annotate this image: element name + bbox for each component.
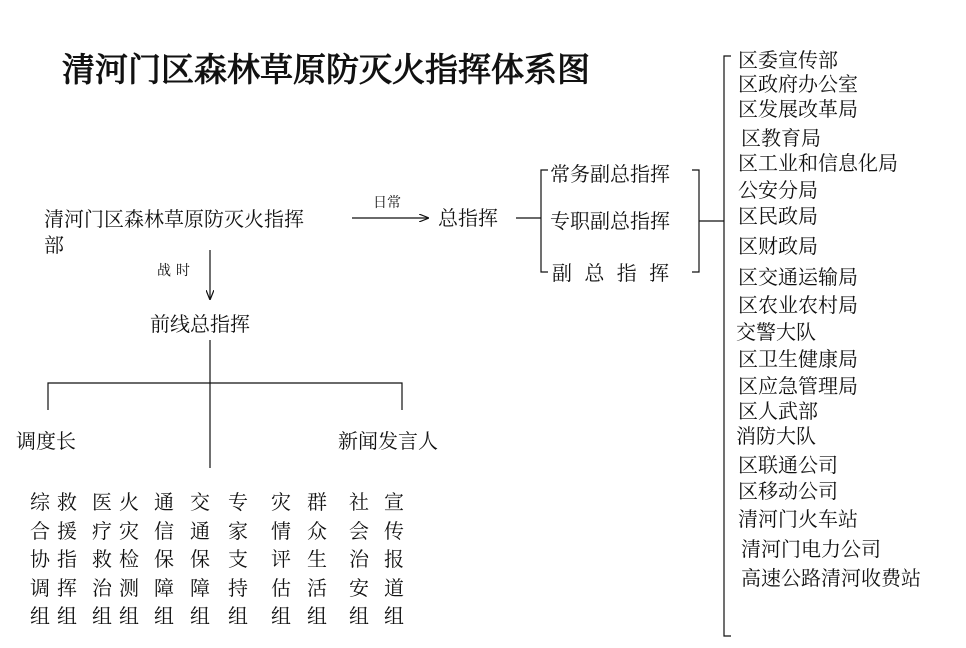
root-node-line2: 部 — [44, 233, 64, 257]
group-column: 火 灾 检 测 组 — [119, 490, 139, 628]
root-node-line1: 清河门区森林草原防灭火指挥 — [44, 207, 304, 231]
group-column: 综 合 协 调 组 — [30, 490, 50, 628]
group-column: 专 家 支 持 组 — [228, 490, 248, 628]
group-column: 交 通 保 障 组 — [190, 490, 210, 628]
wartime-label: 战时 — [157, 263, 195, 279]
department-item: 区卫生健康局 — [738, 347, 858, 371]
department-item: 区联通公司 — [738, 453, 838, 477]
department-item: 区应急管理局 — [738, 374, 858, 398]
department-item: 区财政局 — [738, 234, 818, 258]
department-item: 区人武部 — [738, 399, 818, 423]
departments-bracket — [724, 56, 731, 636]
group-column: 救 援 指 挥 组 — [57, 490, 77, 628]
department-item: 区教育局 — [741, 126, 821, 150]
group-column: 医 疗 救 治 组 — [92, 490, 112, 628]
department-item: 区发展改革局 — [738, 97, 858, 121]
department-item: 区委宣传部 — [738, 48, 838, 72]
department-item: 公安分局 — [738, 178, 818, 202]
department-item: 清河门电力公司 — [741, 537, 881, 561]
department-item: 区移动公司 — [738, 479, 838, 503]
group-column: 宣 传 报 道 组 — [384, 490, 404, 628]
spokesperson-node: 新闻发言人 — [338, 429, 438, 453]
daily-label: 日常 — [373, 195, 401, 211]
group-column: 通 信 保 障 组 — [154, 490, 174, 628]
department-item: 消防大队 — [736, 424, 816, 448]
deputy-node-fulltime: 专职副总指挥 — [550, 209, 670, 233]
group-column: 社 会 治 安 组 — [349, 490, 369, 628]
department-item: 区政府办公室 — [738, 72, 858, 96]
deputy-left-bracket — [541, 170, 548, 272]
department-item: 交警大队 — [736, 320, 816, 344]
page-title: 清河门区森林草原防灭火指挥体系图 — [62, 50, 590, 89]
group-column: 灾 情 评 估 组 — [271, 490, 291, 628]
department-item: 高速公路清河收费站 — [741, 566, 921, 590]
department-item: 清河门火车站 — [738, 507, 858, 531]
group-column: 群 众 生 活 组 — [307, 490, 327, 628]
front-commander-node: 前线总指挥 — [150, 312, 250, 336]
department-item: 区民政局 — [738, 204, 818, 228]
deputy-right-bracket — [692, 170, 699, 272]
department-item: 区交通运输局 — [738, 265, 858, 289]
deputy-node-executive: 常务副总指挥 — [550, 162, 670, 186]
deputy-node-general: 副 总 指 挥 — [552, 261, 673, 285]
department-item: 区工业和信息化局 — [738, 151, 898, 175]
dispatcher-node: 调度长 — [16, 429, 76, 453]
general-commander-node: 总指挥 — [438, 206, 498, 230]
front-branch-bracket — [48, 383, 402, 410]
department-item: 区农业农村局 — [738, 293, 858, 317]
